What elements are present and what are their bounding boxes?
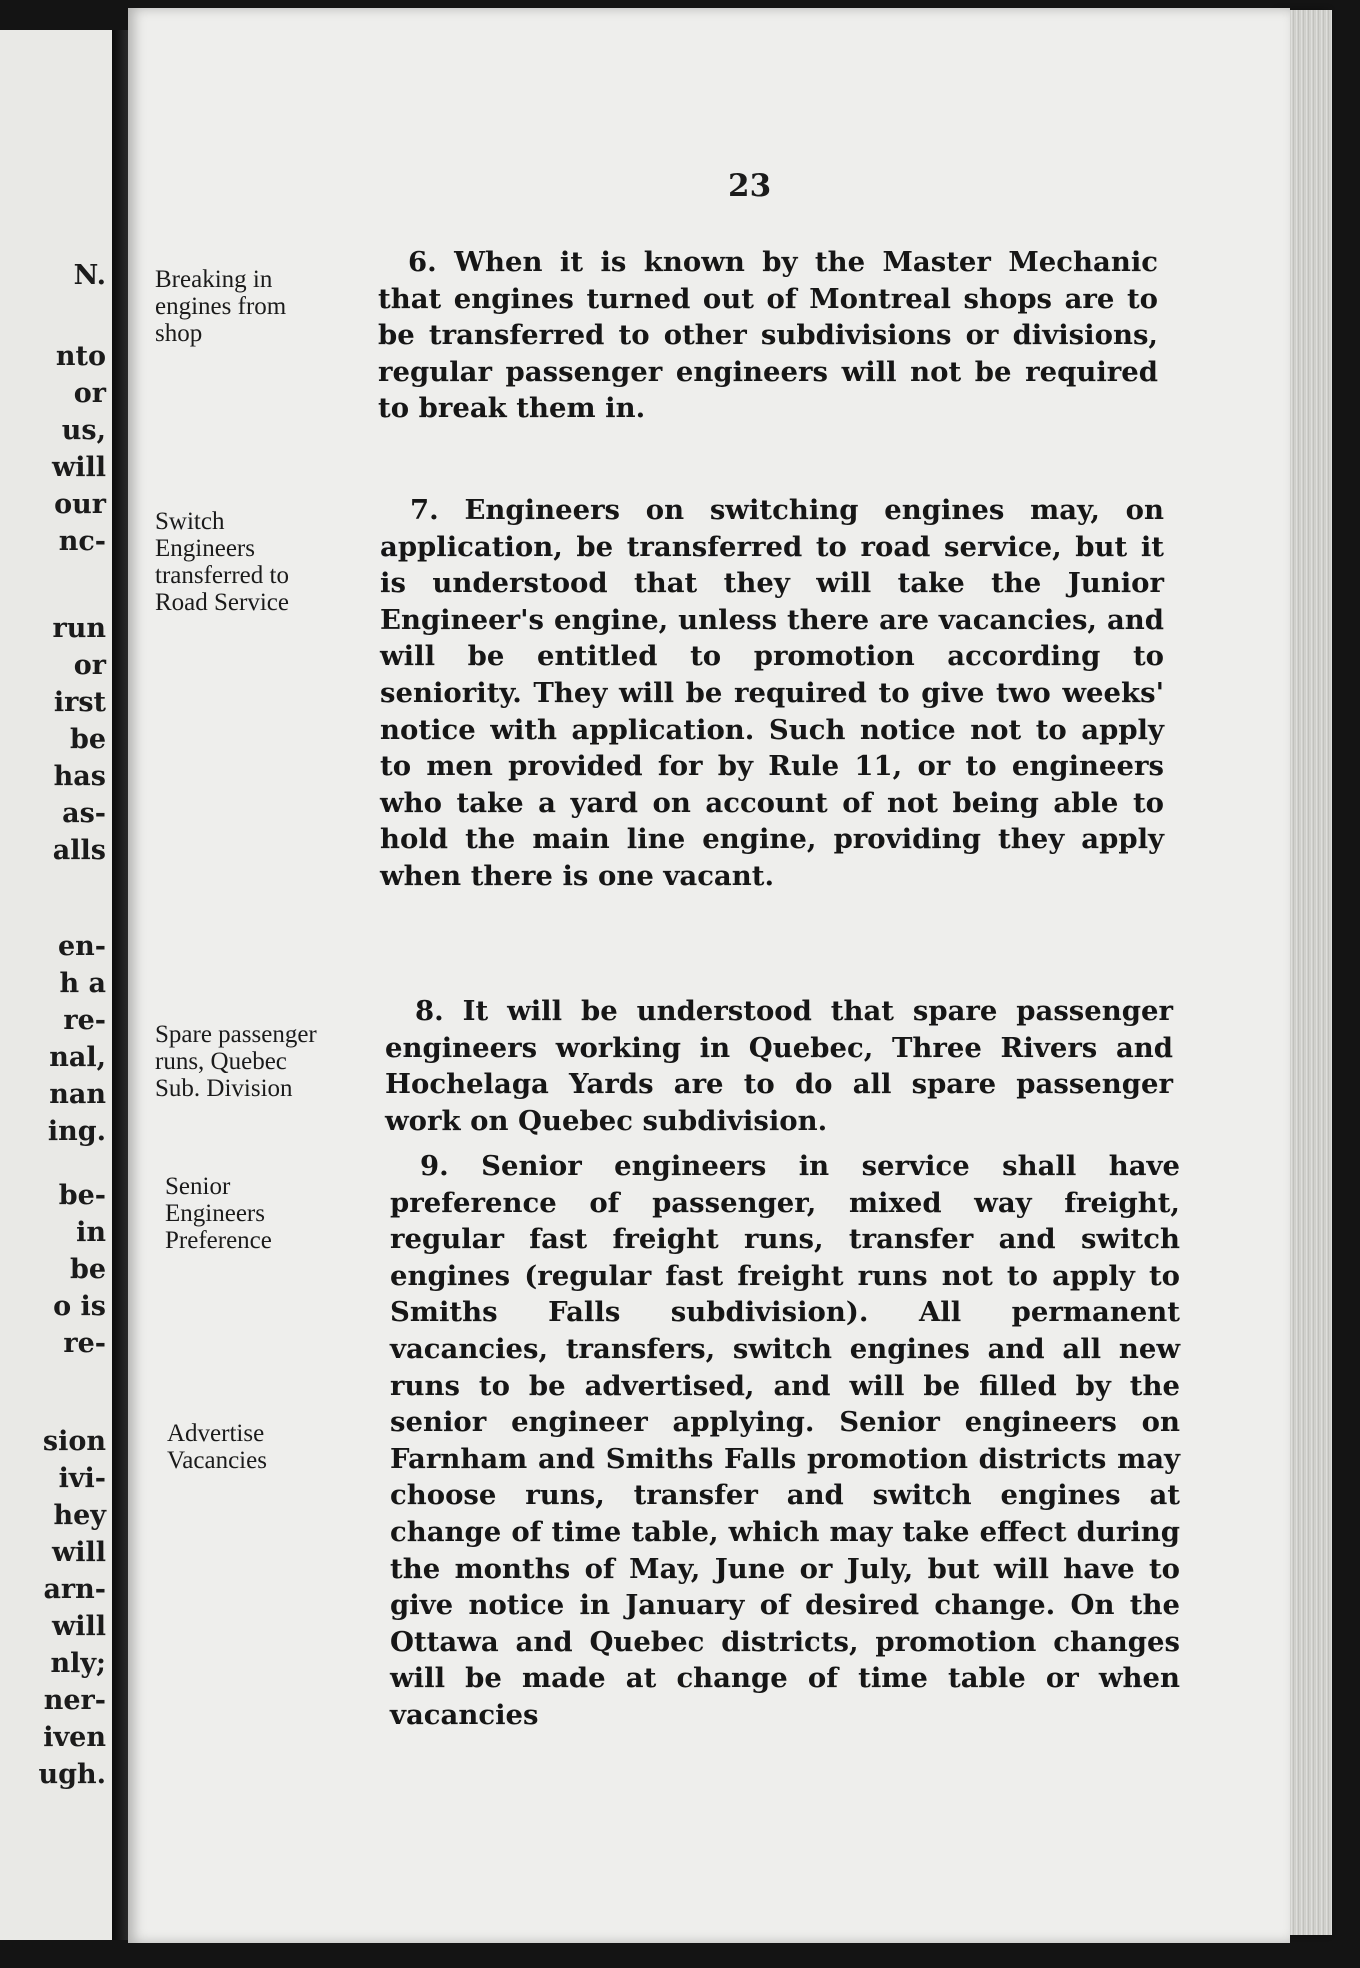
left-page-fragment: h a (59, 968, 106, 999)
rule-number: 9. (420, 1150, 449, 1182)
left-page-fragment: nal, (49, 1042, 106, 1073)
left-page-fragment: nan (49, 1079, 106, 1110)
left-page-fragment: N. (73, 260, 106, 291)
side-label-breaking-in: Breaking in engines from shop (155, 266, 287, 347)
side-label-switch-engineers: Switch Engineers transferred to Road Service (155, 508, 289, 616)
left-page-fragment: will (51, 452, 106, 483)
side-label-spare-passenger: Spare passenger runs, Quebec Sub. Division (155, 1021, 317, 1102)
left-page-fragment: nc- (58, 526, 106, 557)
left-page-fragment: nto (55, 341, 106, 372)
left-page-fragment: will (51, 1537, 106, 1568)
rule-number: 8. (415, 995, 444, 1027)
left-page-fragment: will (51, 1611, 106, 1642)
rule-text: When it is known by the Master Mechanic that engines turned out of Montreal shops are to be transferred to other subdivisions or divisions, regular passenger engineers will not be required to break them in. (378, 246, 1159, 425)
page-number: 23 (728, 168, 772, 204)
left-page-fragment: run (52, 613, 106, 644)
rule-7-paragraph (380, 492, 1164, 895)
rule-text: It will be understood that spare passenger engineers working in Quebec, Three Rivers and Hochelaga Yards are to do all spare passenger work on Quebec subdivision. (385, 995, 1173, 1137)
rule-9-paragraph (390, 1148, 1180, 1734)
left-page-fragment: ner- (43, 1685, 106, 1716)
left-page-fragment: hey (53, 1500, 106, 1531)
left-page-fragment: be- (58, 1180, 106, 1211)
book-binding-gutter (112, 30, 128, 1940)
left-page-fragment: re- (63, 1005, 106, 1036)
left-page-fragment: iven (43, 1722, 106, 1753)
rule-text: Senior engineers in service shall have preference of passenger, mixed way freight, regular fast freight runs, transfer and switch engines (regular fast freight runs not to apply to Smiths Falls subdivision). All permanent vacancies, transfers, switch engines and all new runs to be advertised, and will be filled by the senior engineer applying. Senior engineers on Farnham and Smiths Falls promotion districts may choose runs, transfer and switch engines at change of time table, which may take effect during the months of May, June or July, but will have to give notice in January of desired change. On the Ottawa and Quebec districts, promotion changes will be made at change of time table or when vacancies (390, 1150, 1181, 1731)
left-page-fragment: ing. (47, 1116, 106, 1147)
left-page-fragment: sion (42, 1426, 106, 1457)
left-page-fragment: in (76, 1217, 106, 1248)
left-page-fragment: ugh. (38, 1759, 106, 1790)
left-page-fragment: re- (63, 1328, 106, 1359)
left-page-fragment: us, (61, 415, 106, 446)
side-label-advertise-vacancies: Advertise Vacancies (167, 1420, 267, 1474)
side-label-senior-preference: Senior Engineers Preference (165, 1173, 272, 1254)
right-page (128, 8, 1290, 1943)
left-page-fragment: o is (53, 1291, 106, 1322)
rule-number: 7. (410, 494, 439, 526)
left-page-fragment: en- (57, 931, 106, 962)
left-page-fragment: our (54, 489, 106, 520)
left-page-fragment: or (73, 378, 106, 409)
left-page-fragment: be (69, 724, 106, 755)
left-page-fragment: arn- (43, 1574, 106, 1605)
left-page-fragment: has (53, 761, 106, 792)
rule-8-paragraph (385, 993, 1173, 1139)
left-page-fragment: nly; (50, 1648, 106, 1679)
left-page-fragment: be (69, 1254, 106, 1285)
left-page-fragment: ivi- (58, 1463, 106, 1494)
rule-number: 6. (408, 246, 437, 278)
left-page-fragment: or (73, 650, 106, 681)
left-facing-page (0, 30, 112, 1940)
left-page-fragment: alls (52, 835, 106, 866)
left-page-fragment: as- (62, 798, 106, 829)
rule-text: Engineers on switching engines may, on application, be transferred to road service, but it is understood that they will take the Junior Engineer's engine, unless there are vacancies, and will be entitled to promotion according to seniority. They will be required to give two weeks' notice with application. Such notice not to apply to men provided for by Rule 11, or to engineers who take a yard on account of not being able to hold the main line engine, providing they apply when there is one vacant. (380, 494, 1164, 892)
rule-6-paragraph (378, 244, 1158, 427)
left-page-fragment: irst (53, 687, 106, 718)
